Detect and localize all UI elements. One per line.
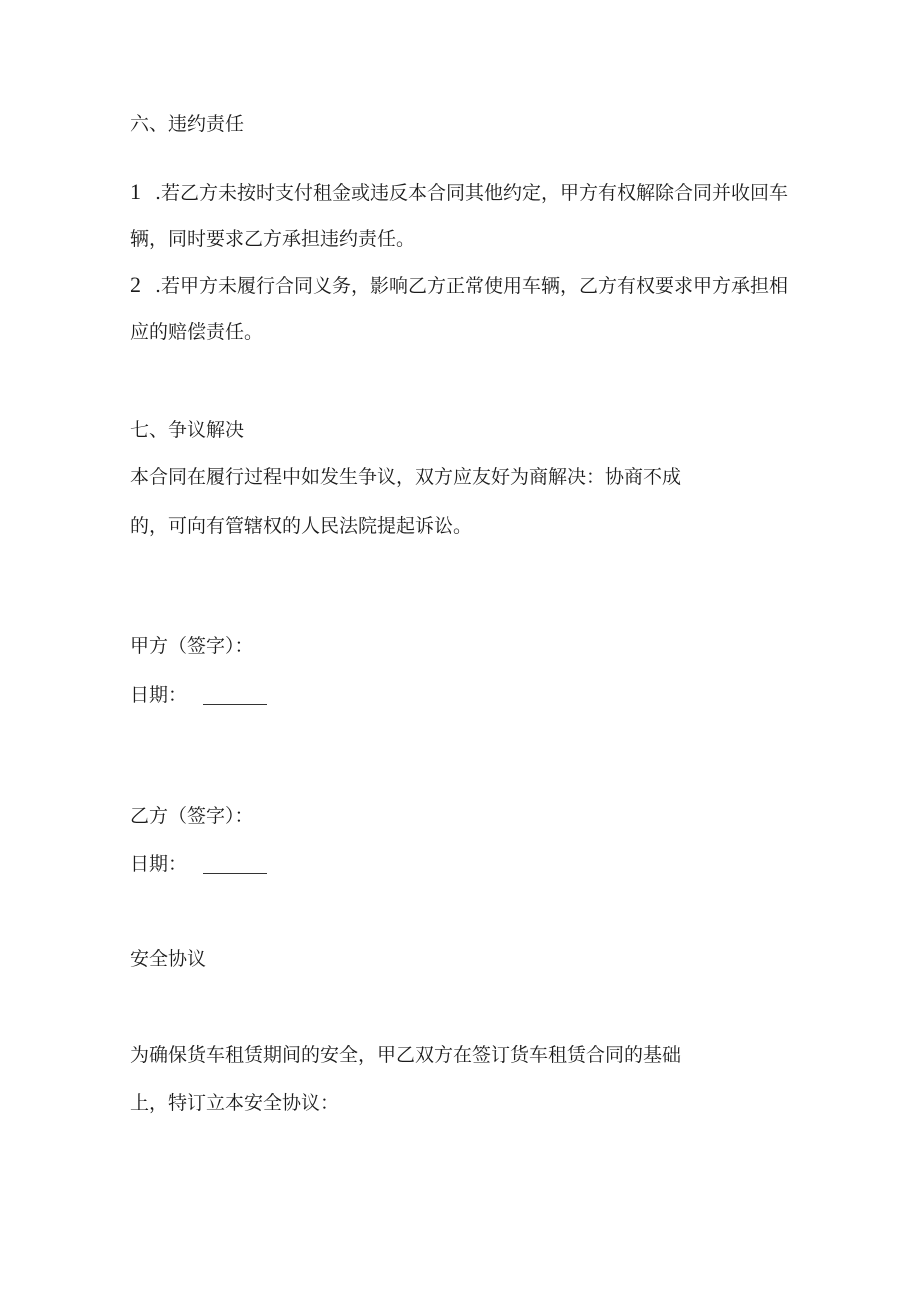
item1-number: 1 [130, 179, 141, 204]
party-b-date-blank [203, 872, 267, 874]
safety-agreement-title: 安全协议 [130, 948, 207, 970]
party-a-signature-label: 甲方（签字）： [130, 635, 254, 657]
party-a-date-label: 日期： [130, 684, 188, 706]
safety-intro-line2: 上，特订立本安全协议： [130, 1092, 340, 1114]
item2-number: 2 [130, 272, 141, 297]
item2-text: .若甲方未履行合同义务，影响乙方正常使用车辆，乙方有权要求甲方承担相 [155, 275, 789, 297]
section6-item2-line1 [130, 273, 788, 298]
party-a-date [130, 683, 267, 707]
section6-item1-line1 [130, 180, 788, 205]
section6-item2-line2: 应的赔偿责任。 [130, 321, 264, 343]
item1-text: .若乙方未按时支付租金或违反本合同其他约定，甲方有权解除合同并收回车 [155, 182, 789, 204]
party-b-date-label: 日期： [130, 853, 188, 875]
party-b-signature-label: 乙方（签字）： [130, 805, 254, 827]
party-a-date-blank [203, 703, 267, 705]
section6-heading: 六、违约责任 [130, 113, 245, 135]
safety-intro-line1: 为确保货车租赁期间的安全，甲乙双方在签订货车租赁合同的基础 [130, 1044, 682, 1066]
section7-heading: 七、争议解决 [130, 419, 245, 441]
party-b-date [130, 852, 267, 876]
section7-line1: 本合同在履行过程中如发生争议，双方应友好为商解决：协商不成 [130, 466, 682, 488]
section6-item1-line2: 辆，同时要求乙方承担违约责任。 [130, 228, 416, 250]
section7-line2: 的，可向有管辖权的人民法院提起诉讼。 [130, 515, 473, 537]
